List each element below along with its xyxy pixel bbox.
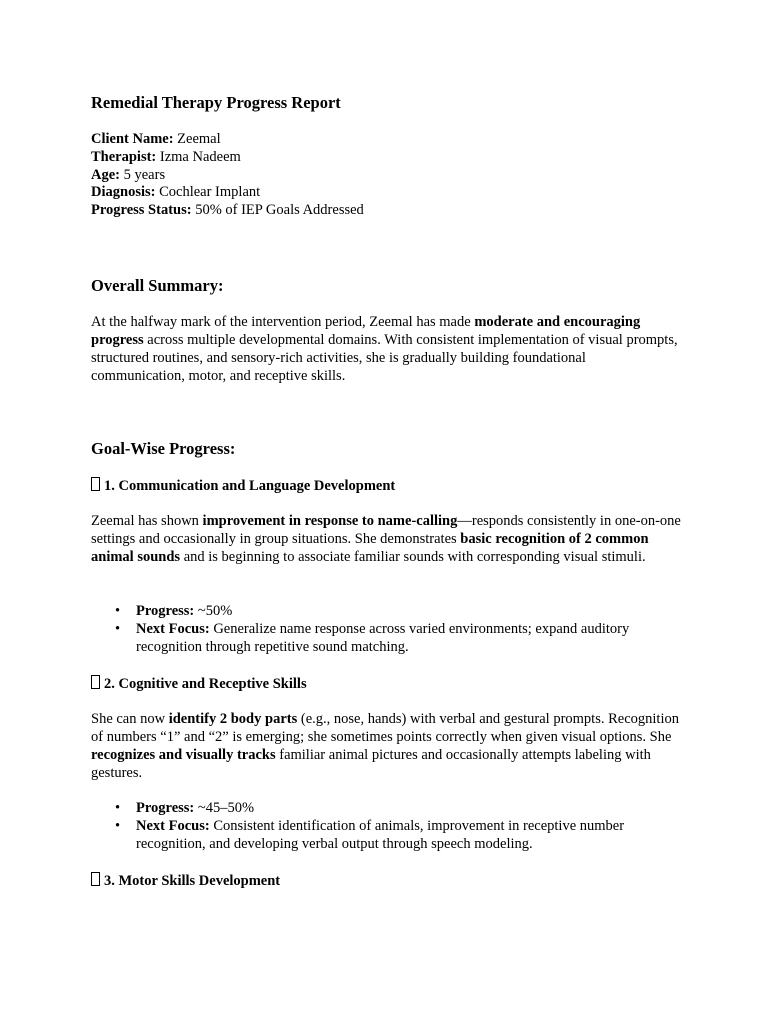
report-title: Remedial Therapy Progress Report <box>91 93 341 112</box>
summary-text-1: At the halfway mark of the intervention period, Zeemal has made <box>91 314 475 330</box>
goal-wise-heading: Goal-Wise Progress: <box>91 439 236 458</box>
goal-1-bold-2: basic recognition of 2 common animal sounds <box>91 531 649 565</box>
goal-1-next-focus-value: Generalize name response across varied environments; expand auditory recognition through repetitive sound matching. <box>136 621 630 655</box>
age-row <box>91 167 364 185</box>
goal-1-text-3: and is beginning to associate familiar sounds with corresponding visual stimuli. <box>180 549 646 565</box>
therapist-value: Izma Nadeem <box>159 148 241 165</box>
progress-status-value: 50% of IEP Goals Addressed <box>195 202 364 219</box>
progress-status-label: Progress Status: <box>91 202 192 219</box>
goal-1-bold-1: improvement in response to name-calling <box>202 513 458 529</box>
checkbox-glyph-icon <box>91 477 100 491</box>
goal-2-bold-2: recognizes and visually tracks <box>91 747 276 763</box>
diagnosis-row <box>91 184 364 202</box>
goal-3-heading-text: 3. Motor Skills Development <box>104 873 281 889</box>
goal-3-heading <box>91 872 280 890</box>
diagnosis-value: Cochlear Implant <box>159 184 261 201</box>
checkbox-glyph-icon <box>91 675 100 689</box>
goal-2-text-3: familiar animal pictures and occasionally attempts labeling with gestures. <box>91 747 651 781</box>
client-name-row <box>91 131 364 149</box>
goal-2-next-focus-label: Next Focus: <box>136 818 210 834</box>
checkbox-glyph-icon <box>91 872 100 886</box>
goal-2-next-focus-value: Consistent identification of animals, improvement in receptive number recognition, and developing verbal output through speech modeling. <box>136 818 625 852</box>
summary-bold-1: moderate and encouraging progress <box>91 314 641 348</box>
goal-2-progress-value: ~45–50% <box>194 800 255 816</box>
therapist-row <box>91 149 364 167</box>
goal-1-heading <box>91 477 395 495</box>
goal-2-next-focus-item <box>136 817 681 853</box>
goal-1-paragraph <box>91 512 681 566</box>
summary-text-2: across multiple developmental domains. With consistent implementation of visual prompts, structured routines, and sensory-rich activities, she is gradually building foundational communication, motor, and receptive skills. <box>91 332 678 384</box>
goal-1-progress-item <box>136 602 681 620</box>
age-label: Age: <box>91 166 120 183</box>
goal-1-text-1: Zeemal has shown <box>91 513 203 529</box>
goal-2-heading <box>91 675 307 693</box>
diagnosis-label: Diagnosis: <box>91 184 156 201</box>
goal-2-text-2: (e.g., nose, hands) with verbal and gestural prompts. Recognition of numbers “1” and “2” is emerging; she sometimes points correctly when given visual options. She <box>91 711 679 745</box>
goal-2-bold-1: identify 2 body parts <box>168 711 298 727</box>
goal-1-progress-value: ~50% <box>194 603 233 619</box>
goal-2-bullets <box>136 799 681 853</box>
goal-2-progress-label: Progress: <box>136 800 195 816</box>
goal-2-paragraph <box>91 710 681 782</box>
goal-1-bullets <box>136 602 681 656</box>
goal-1-heading-text: 1. Communication and Language Development <box>104 478 396 494</box>
client-name-label: Client Name: <box>91 131 174 147</box>
goal-1-text-2: —responds consistently in one-on-one settings and occasionally in group situations. She demonstrates <box>91 513 681 547</box>
client-info-block <box>91 131 364 220</box>
therapist-label: Therapist: <box>91 148 157 165</box>
goal-1-next-focus-item <box>136 620 681 656</box>
goal-2-progress-item <box>136 799 681 817</box>
goal-2-heading-text: 2. Cognitive and Receptive Skills <box>104 676 307 692</box>
goal-1-next-focus-label: Next Focus: <box>136 621 210 637</box>
overall-summary-heading: Overall Summary: <box>91 276 224 295</box>
goal-1-progress-label: Progress: <box>136 603 195 619</box>
client-name-value: Zeemal <box>177 131 221 147</box>
overall-summary-paragraph <box>91 313 681 385</box>
progress-status-row <box>91 202 364 220</box>
age-value: 5 years <box>123 166 166 183</box>
goal-2-text-1: She can now <box>91 711 169 727</box>
